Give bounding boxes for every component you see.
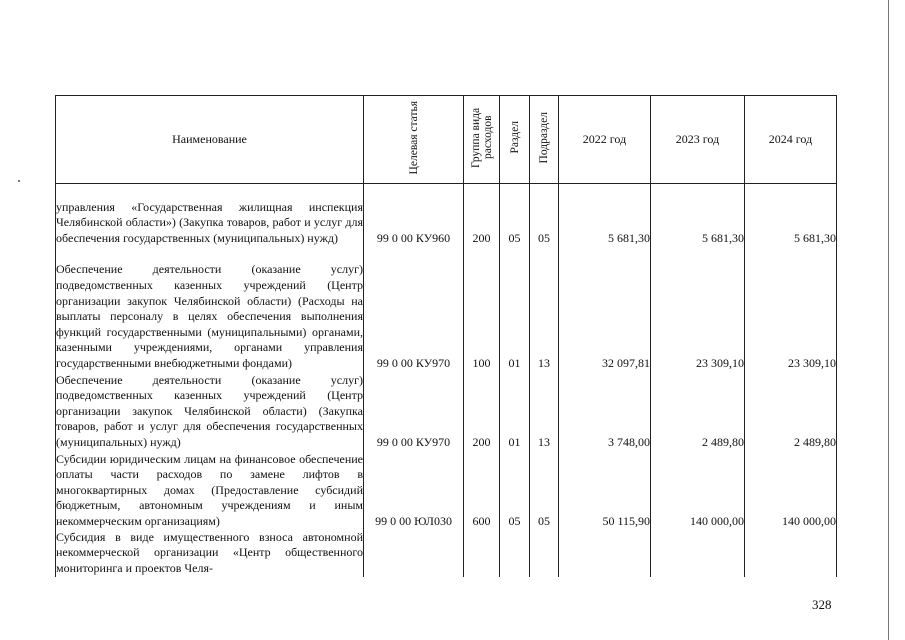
- row-name: Обеспечение деятельности (оказание услуг) подведомственных казенных учреждений (Центр организации закупок Челябинской области) (Закупка товаров, работ и услуг для обеспечения государственных (муниципальных) нужд): [56, 372, 363, 449]
- row-name: Обеспечение деятельности (оказание услуг) подведомственных казенных учреждений (Центр организации закупок Челябинской области) (Расходы на выплаты персоналу в целях обеспечения выполнения функций государственными (муниципальными) органами, казенными учреждениями, органами управления государственными внебюджетными фондами): [56, 247, 364, 372]
- table-row: [56, 372, 837, 451]
- row-expense-group: 600: [464, 451, 500, 530]
- row-target-article: 99 0 00 КУ960: [364, 184, 464, 247]
- row-2023: 23 309,10: [651, 247, 745, 372]
- row-2024: 2 489,80: [745, 372, 837, 451]
- header-target-article: Целевая статья: [364, 96, 464, 184]
- row-subsection: [530, 530, 559, 577]
- row-2022: 5 681,30: [559, 184, 651, 247]
- scan-edge-line: [888, 0, 889, 640]
- table-row: [56, 247, 837, 372]
- row-subsection: 05: [530, 184, 559, 247]
- scan-speck: [18, 180, 20, 182]
- row-2024: [745, 530, 837, 577]
- budget-table: [55, 95, 837, 577]
- page-number: 328: [812, 597, 832, 612]
- header-name: Наименование: [56, 96, 364, 184]
- table-row: [56, 451, 837, 530]
- row-section: [500, 530, 530, 577]
- row-2023: [651, 530, 745, 577]
- row-2023: 2 489,80: [651, 372, 745, 451]
- row-section: 01: [500, 372, 530, 451]
- row-subsection: 13: [530, 247, 559, 372]
- row-2022: 50 115,90: [559, 451, 651, 530]
- header-section: Раздел: [500, 96, 530, 184]
- row-2024: 140 000,00: [745, 451, 837, 530]
- row-2024: 5 681,30: [745, 184, 837, 247]
- row-target-article: [364, 530, 464, 577]
- row-expense-group: [464, 530, 500, 577]
- row-expense-group: 200: [464, 184, 500, 247]
- table-row: [56, 184, 837, 247]
- row-2022: 32 097,81: [559, 247, 651, 372]
- row-subsection: 05: [530, 451, 559, 530]
- row-name: Субсидии юридическим лицам на финансовое обеспечение оплаты части расходов по замене лифтов в многоквартирных домах (Предоставление субсидий бюджетным, автономным учреждениям и иным некоммерческим организациям): [56, 451, 363, 528]
- row-target-article: 99 0 00 КУ970: [364, 372, 464, 451]
- row-2023: 5 681,30: [651, 184, 745, 247]
- row-2023: 140 000,00: [651, 451, 745, 530]
- row-section: 05: [500, 184, 530, 247]
- row-section: 01: [500, 247, 530, 372]
- row-name: управления «Государственная жилищная инспекция Челябинской области») (Закупка товаров, работ и услуг для обеспечения государственных (муниципальных) нужд): [56, 184, 364, 247]
- row-target-article: 99 0 00 ЮЛ030: [364, 451, 464, 530]
- header-year-2022: 2022 год: [559, 96, 651, 184]
- row-target-article: 99 0 00 КУ970: [364, 247, 464, 372]
- row-expense-group: 100: [464, 247, 500, 372]
- header-expense-group: Группа вида расходов: [464, 96, 500, 184]
- row-subsection: 13: [530, 372, 559, 451]
- table-row: [56, 530, 837, 577]
- header-subsection: Подраздел: [530, 96, 559, 184]
- header-year-2023: 2023 год: [651, 96, 745, 184]
- row-name: Субсидия в виде имущественного взноса автономной некоммерческой организации «Центр общественного мониторинга и проектов Челя-: [56, 529, 363, 575]
- row-2022: [559, 530, 651, 577]
- table-header-row: [56, 96, 837, 184]
- row-expense-group: 200: [464, 372, 500, 451]
- row-2024: 23 309,10: [745, 247, 837, 372]
- row-2022: 3 748,00: [559, 372, 651, 451]
- header-year-2024: 2024 год: [745, 96, 837, 184]
- row-section: 05: [500, 451, 530, 530]
